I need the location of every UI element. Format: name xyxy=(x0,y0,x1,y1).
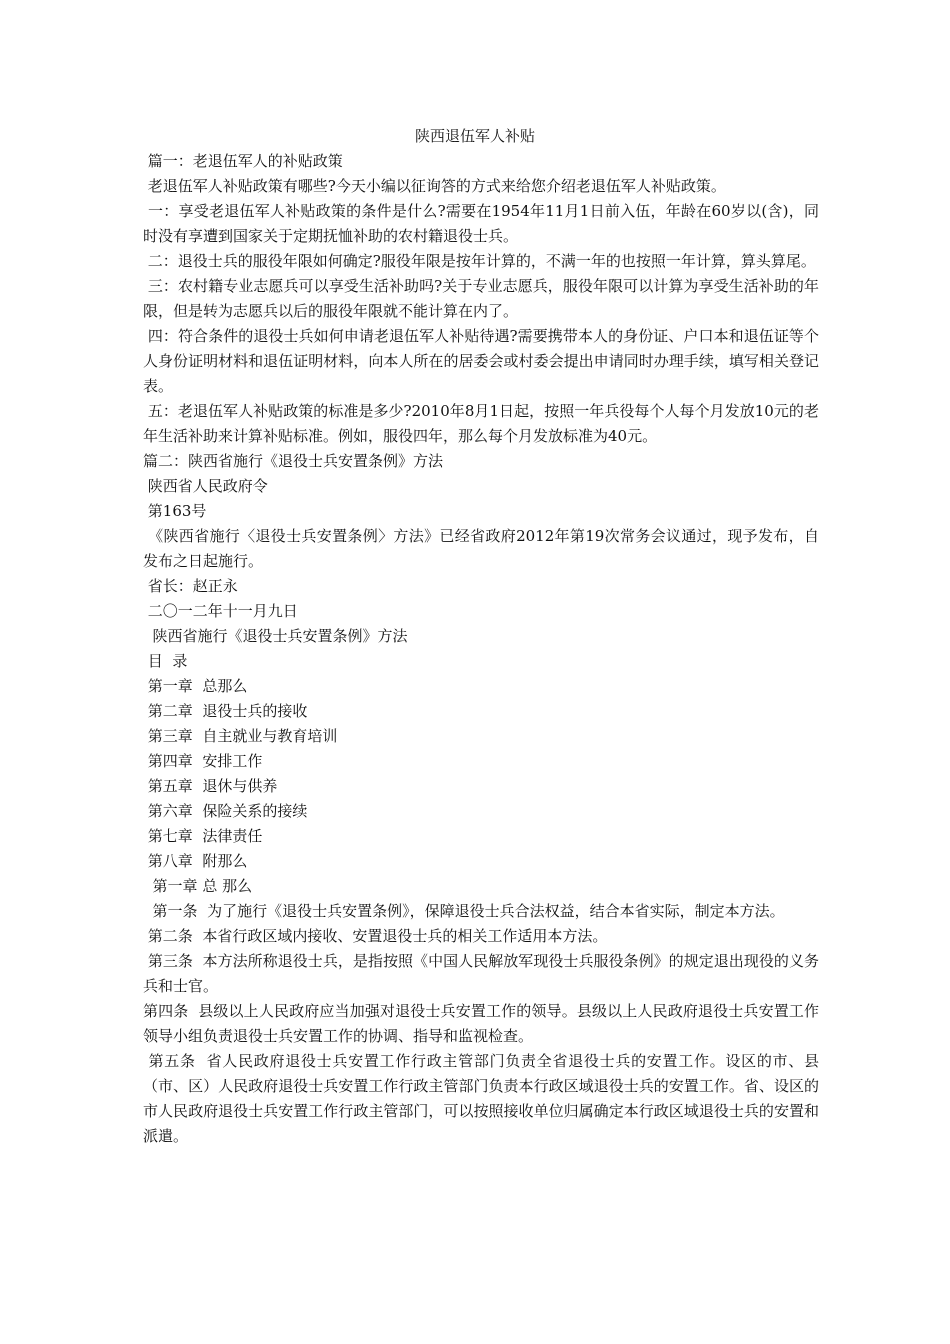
paragraph: 第三章 自主就业与教育培训 xyxy=(143,727,338,745)
paragraph: 老退伍军人补贴政策有哪些?今天小编以征询答的方式来给您介绍老退伍军人补贴政策。 xyxy=(143,177,726,195)
paragraph: 第一章 总 那么 xyxy=(143,877,253,895)
paragraph: 第五条 省人民政府退役士兵安置工作行政主管部门负责全省退役士兵的安置工作。设区的市、县（市、区）人民政府退役士兵安置工作行政主管部门负责本行政区域退役士兵的安置工作。省、设区的市人民政府退役士兵安置工作行政主管部门，可以按照接收单位归属确定本行政区域退役士兵的安置和派遣。 xyxy=(143,1052,819,1145)
paragraph: 篇二：陕西省施行《退役士兵安置条例》方法 xyxy=(143,452,444,470)
document-body xyxy=(143,149,819,1149)
paragraph: 第二条 本省行政区域内接收、安置退役士兵的相关工作适用本方法。 xyxy=(143,927,608,945)
paragraph: 陕西省施行《退役士兵安置条例》方法 xyxy=(143,627,408,645)
paragraph: 第四条 县级以上人民政府应当加强对退役士兵安置工作的领导。县级以上人民政府退役士兵安置工作领导小组负责退役士兵安置工作的协调、指导和监视检查。 xyxy=(143,1002,819,1045)
paragraph: 目 录 xyxy=(143,652,188,670)
paragraph: 《陕西省施行〈退役士兵安置条例〉方法》已经省政府2012年第19次常务会议通过，现予发布，自发布之日起施行。 xyxy=(143,527,819,570)
paragraph: 第163号 xyxy=(143,502,207,520)
paragraph: 第七章 法律责任 xyxy=(143,827,263,845)
paragraph: 第二章 退役士兵的接收 xyxy=(143,702,308,720)
paragraph: 陕西省人民政府令 xyxy=(143,477,268,495)
paragraph: 第一章 总那么 xyxy=(143,677,248,695)
paragraph: 第四章 安排工作 xyxy=(143,752,263,770)
paragraph: 篇一：老退伍军人的补贴政策 xyxy=(143,152,343,170)
paragraph: 第三条 本方法所称退役士兵，是指按照《中国人民解放军现役士兵服役条例》的规定退出现役的义务兵和士官。 xyxy=(143,952,819,995)
paragraph: 一：享受老退伍军人补贴政策的条件是什么?需要在1954年11月1日前入伍，年龄在60岁以(含)，同时没有享遭到国家关于定期抚恤补助的农村籍退役士兵。 xyxy=(143,202,819,245)
paragraph: 四：符合条件的退役士兵如何申请老退伍军人补贴待遇?需要携带本人的身份证、户口本和退伍证等个人身份证明材料和退伍证明材料，向本人所在的居委会或村委会提出申请同时办理手续，填写相关登记表。 xyxy=(143,327,819,395)
paragraph: 二〇一二年十一月九日 xyxy=(143,602,298,620)
paragraph: 二：退役士兵的服役年限如何确定?服役年限是按年计算的，不满一年的也按照一年计算，算头算尾。 xyxy=(143,252,816,270)
paragraph: 第八章 附那么 xyxy=(143,852,248,870)
paragraph: 第五章 退休与供养 xyxy=(143,777,278,795)
document-title: 陕西退伍军人补贴 xyxy=(414,127,535,145)
paragraph: 第六章 保险关系的接续 xyxy=(143,802,308,820)
paragraph: 省长：赵正永 xyxy=(143,577,238,595)
paragraph: 第一条 为了施行《退役士兵安置条例》，保障退役士兵合法权益，结合本省实际，制定本方法。 xyxy=(143,902,785,920)
paragraph: 五：老退伍军人补贴政策的标准是多少?2010年8月1日起，按照一年兵役每个人每个月发放10元的老年生活补助来计算补贴标准。例如，服役四年，那么每个月发放标准为40元。 xyxy=(143,402,819,445)
paragraph: 三：农村籍专业志愿兵可以享受生活补助吗?关于专业志愿兵，服役年限可以计算为享受生活补助的年限，但是转为志愿兵以后的服役年限就不能计算在内了。 xyxy=(143,277,819,320)
